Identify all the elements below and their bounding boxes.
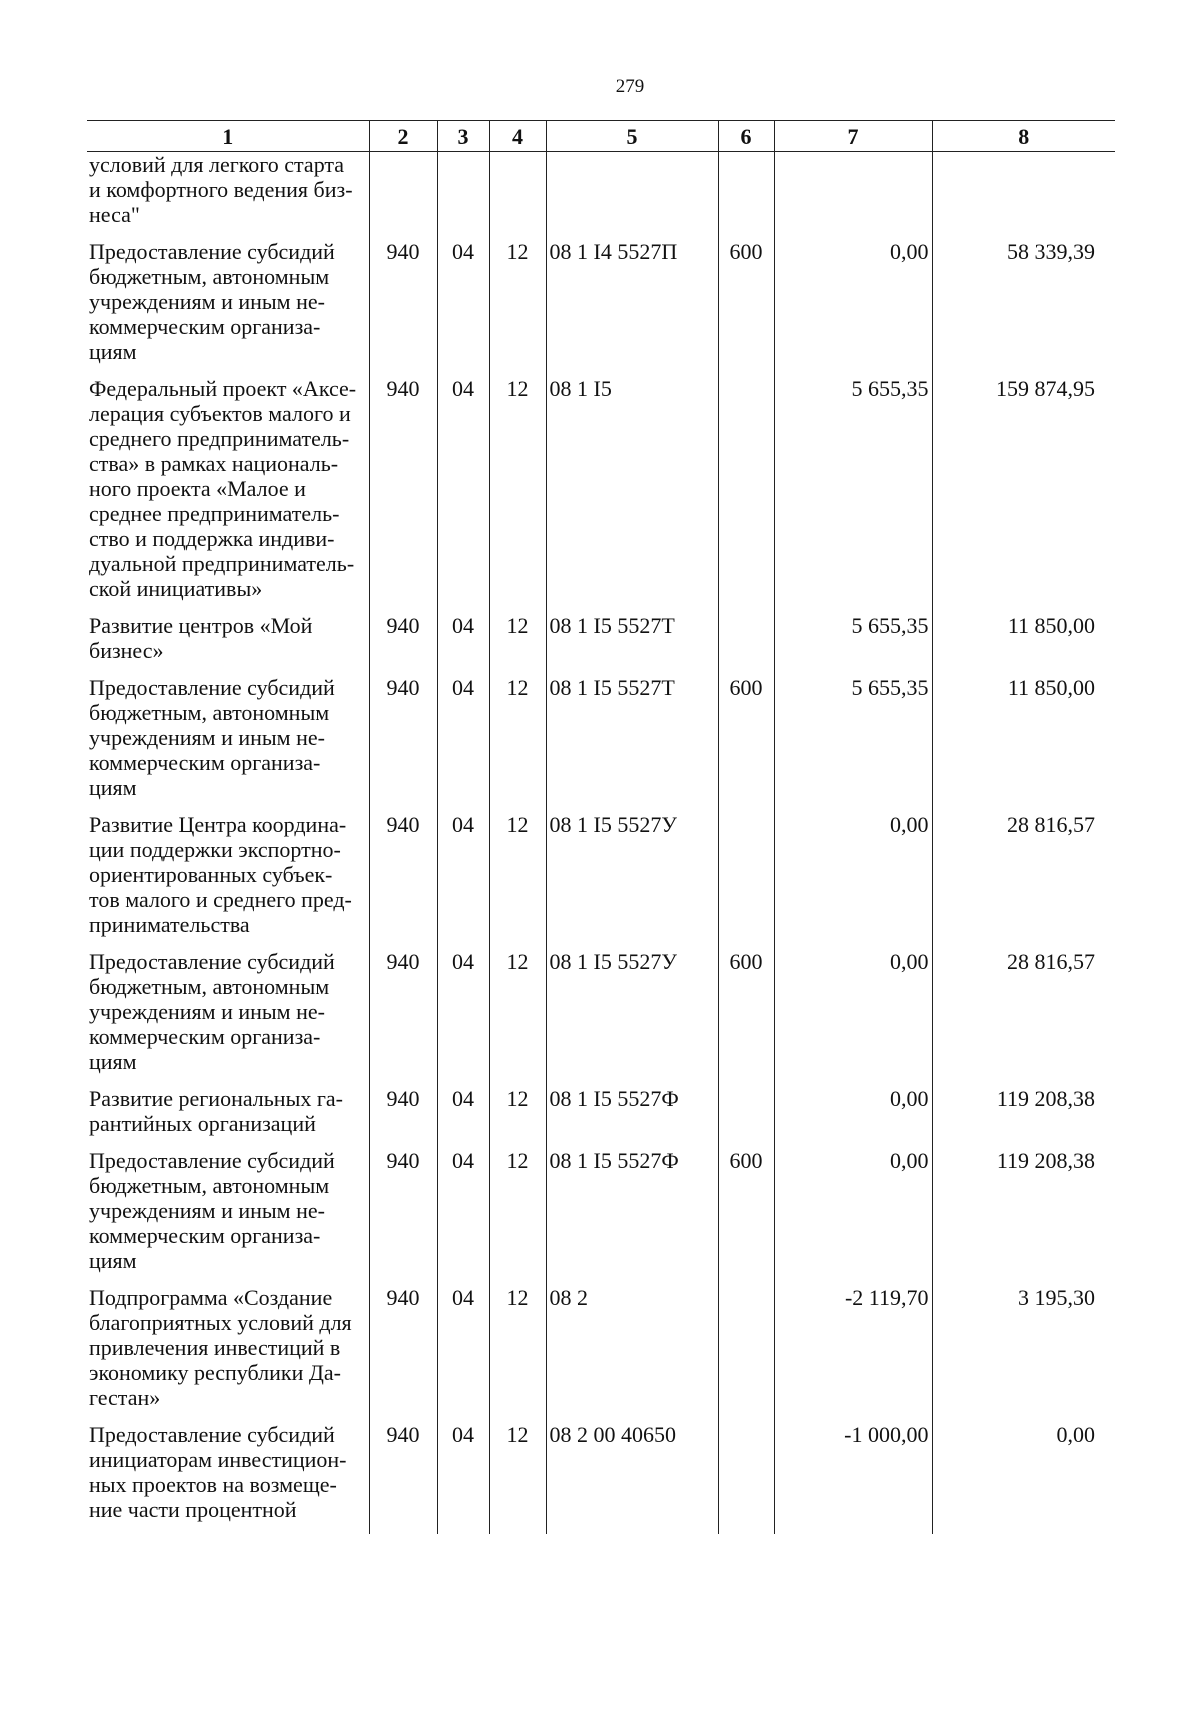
item-name-line: учреждениям и иным не- — [89, 999, 325, 1024]
item-name-line: Предоставление субсидий — [89, 949, 335, 974]
cell-subsection: 12 — [489, 1086, 546, 1148]
cell-grbs: 940 — [369, 613, 437, 675]
cell-expense-type: 600 — [718, 1148, 774, 1285]
item-name-line: среднего предприниматель- — [89, 426, 350, 451]
item-name-line: Развитие Центра координа- — [89, 812, 347, 837]
item-name-line: учреждениям и иным не- — [89, 1198, 325, 1223]
cell-grbs: 940 — [369, 376, 437, 613]
cell-item-name — [87, 1422, 369, 1534]
item-name-line: бюджетным, автономным — [89, 974, 330, 999]
cell-expense-type — [718, 152, 774, 240]
item-name-line: инициаторам инвестицион- — [89, 1447, 347, 1472]
item-name-line: бюджетным, автономным — [89, 264, 330, 289]
item-name-line: принимательства — [89, 912, 250, 937]
cell-amount-total: 159 874,95 — [932, 376, 1115, 613]
item-name-line: учреждениям и иным не- — [89, 725, 325, 750]
item-name-line: циям — [89, 1049, 137, 1074]
cell-item-name — [87, 613, 369, 675]
cell-grbs: 940 — [369, 675, 437, 812]
cell-section: 04 — [437, 1148, 489, 1285]
cell-amount-change: 5 655,35 — [774, 376, 932, 613]
cell-subsection: 12 — [489, 239, 546, 376]
item-name-line: ориентированных субъек- — [89, 862, 333, 887]
budget-table — [87, 120, 1115, 1534]
column-header-5: 5 — [546, 121, 718, 152]
cell-item-name — [87, 675, 369, 812]
cell-amount-total: 28 816,57 — [932, 949, 1115, 1086]
cell-subsection — [489, 152, 546, 240]
cell-target-article: 08 1 I5 5527У — [546, 949, 718, 1086]
column-header-8: 8 — [932, 121, 1115, 152]
cell-amount-total: 3 195,30 — [932, 1285, 1115, 1422]
column-header-4: 4 — [489, 121, 546, 152]
item-name-line: бюджетным, автономным — [89, 1173, 330, 1198]
cell-amount-total: 119 208,38 — [932, 1086, 1115, 1148]
cell-item-name — [87, 1285, 369, 1422]
cell-grbs: 940 — [369, 812, 437, 949]
cell-expense-type: 600 — [718, 239, 774, 376]
table-row — [87, 376, 1115, 613]
cell-expense-type — [718, 1086, 774, 1148]
page-number: 279 — [615, 76, 645, 97]
table-row — [87, 613, 1115, 675]
cell-target-article: 08 1 I5 5527Ф — [546, 1148, 718, 1285]
cell-item-name — [87, 152, 369, 240]
item-name-line: циям — [89, 775, 137, 800]
item-name-line: лерация субъектов малого и — [89, 401, 351, 426]
cell-subsection: 12 — [489, 675, 546, 812]
item-name-line: Подпрограмма «Создание — [89, 1285, 333, 1310]
cell-target-article: 08 2 — [546, 1285, 718, 1422]
cell-amount-total: 119 208,38 — [932, 1148, 1115, 1285]
cell-subsection: 12 — [489, 613, 546, 675]
item-name-line: Предоставление субсидий — [89, 1148, 335, 1173]
cell-subsection: 12 — [489, 1148, 546, 1285]
table-row — [87, 1285, 1115, 1422]
item-name-line: условий для легкого старта — [89, 152, 345, 177]
cell-amount-total: 0,00 — [932, 1422, 1115, 1534]
table-row — [87, 1086, 1115, 1148]
cell-target-article — [546, 152, 718, 240]
table-header-row — [87, 121, 1115, 152]
item-name-line: ции поддержки экспортно- — [89, 837, 341, 862]
item-name-line: Федеральный проект «Аксе- — [89, 376, 357, 401]
cell-item-name — [87, 1086, 369, 1148]
item-name-line: коммерческим организа- — [89, 750, 321, 775]
cell-amount-total — [932, 152, 1115, 240]
item-name-line: гестан» — [89, 1385, 161, 1410]
item-name-line: Предоставление субсидий — [89, 239, 335, 264]
cell-amount-change: -2 119,70 — [774, 1285, 932, 1422]
cell-amount-total: 28 816,57 — [932, 812, 1115, 949]
cell-grbs: 940 — [369, 1086, 437, 1148]
cell-target-article: 08 1 I4 5527П — [546, 239, 718, 376]
item-name-line: Предоставление субсидий — [89, 675, 335, 700]
cell-section: 04 — [437, 1285, 489, 1422]
cell-section: 04 — [437, 1422, 489, 1534]
cell-section: 04 — [437, 376, 489, 613]
item-name-line: ного проекта «Малое и — [89, 476, 306, 501]
table-row — [87, 949, 1115, 1086]
cell-target-article: 08 1 I5 5527Т — [546, 613, 718, 675]
table-row — [87, 1422, 1115, 1534]
item-name-line: Развитие региональных га- — [89, 1086, 343, 1111]
cell-target-article: 08 1 I5 5527Т — [546, 675, 718, 812]
cell-target-article: 08 1 I5 5527Ф — [546, 1086, 718, 1148]
cell-grbs — [369, 152, 437, 240]
cell-amount-total: 11 850,00 — [932, 613, 1115, 675]
cell-section — [437, 152, 489, 240]
cell-grbs: 940 — [369, 1148, 437, 1285]
cell-amount-change — [774, 152, 932, 240]
cell-amount-change: 0,00 — [774, 812, 932, 949]
item-name-line: неса" — [89, 202, 140, 227]
item-name-line: ных проектов на возмеще- — [89, 1472, 337, 1497]
item-name-line: циям — [89, 1248, 137, 1273]
item-name-line: коммерческим организа- — [89, 1223, 321, 1248]
column-header-6: 6 — [718, 121, 774, 152]
cell-item-name — [87, 812, 369, 949]
table-row — [87, 1148, 1115, 1285]
item-name-line: коммерческим организа- — [89, 1024, 321, 1049]
item-name-line: ства» в рамках националь- — [89, 451, 339, 476]
cell-grbs: 940 — [369, 949, 437, 1086]
item-name-line: Предоставление субсидий — [89, 1422, 335, 1447]
column-header-3: 3 — [437, 121, 489, 152]
cell-amount-change: 0,00 — [774, 949, 932, 1086]
cell-expense-type — [718, 1422, 774, 1534]
table-row — [87, 675, 1115, 812]
cell-subsection: 12 — [489, 1285, 546, 1422]
cell-subsection: 12 — [489, 376, 546, 613]
table-row — [87, 239, 1115, 376]
item-name-line: и комфортного ведения биз- — [89, 177, 353, 202]
cell-section: 04 — [437, 613, 489, 675]
item-name-line: экономику республики Да- — [89, 1360, 341, 1385]
cell-expense-type — [718, 376, 774, 613]
cell-item-name — [87, 376, 369, 613]
cell-expense-type — [718, 613, 774, 675]
cell-amount-change: -1 000,00 — [774, 1422, 932, 1534]
column-header-2: 2 — [369, 121, 437, 152]
cell-grbs: 940 — [369, 1285, 437, 1422]
item-name-line: рантийных организаций — [89, 1111, 316, 1136]
cell-amount-change: 0,00 — [774, 1148, 932, 1285]
item-name-line: бизнес» — [89, 638, 164, 663]
table-body — [87, 152, 1115, 1535]
cell-expense-type: 600 — [718, 675, 774, 812]
cell-amount-change: 5 655,35 — [774, 675, 932, 812]
cell-subsection: 12 — [489, 812, 546, 949]
cell-grbs: 940 — [369, 239, 437, 376]
cell-item-name — [87, 1148, 369, 1285]
item-name-line: бюджетным, автономным — [89, 700, 330, 725]
cell-section: 04 — [437, 675, 489, 812]
item-name-line: привлечения инвестиций в — [89, 1335, 341, 1360]
cell-item-name — [87, 239, 369, 376]
cell-amount-change: 0,00 — [774, 239, 932, 376]
cell-section: 04 — [437, 1086, 489, 1148]
cell-target-article: 08 1 I5 5527У — [546, 812, 718, 949]
item-name-line: циям — [89, 339, 137, 364]
cell-section: 04 — [437, 812, 489, 949]
column-header-7: 7 — [774, 121, 932, 152]
cell-item-name — [87, 949, 369, 1086]
cell-amount-change: 5 655,35 — [774, 613, 932, 675]
column-header-1: 1 — [87, 121, 369, 152]
cell-expense-type — [718, 812, 774, 949]
cell-target-article: 08 2 00 40650 — [546, 1422, 718, 1534]
cell-expense-type — [718, 1285, 774, 1422]
item-name-line: благоприятных условий для — [89, 1310, 352, 1335]
item-name-line: ской инициативы» — [89, 576, 263, 601]
item-name-line: дуальной предприниматель- — [89, 551, 355, 576]
cell-section: 04 — [437, 239, 489, 376]
item-name-line: тов малого и среднего пред- — [89, 887, 352, 912]
item-name-line: ние части процентной — [89, 1497, 297, 1522]
item-name-line: ство и поддержка индиви- — [89, 526, 335, 551]
cell-subsection: 12 — [489, 1422, 546, 1534]
table-row — [87, 152, 1115, 240]
cell-amount-total: 11 850,00 — [932, 675, 1115, 812]
cell-amount-total: 58 339,39 — [932, 239, 1115, 376]
item-name-line: коммерческим организа- — [89, 314, 321, 339]
item-name-line: среднее предприниматель- — [89, 501, 340, 526]
cell-amount-change: 0,00 — [774, 1086, 932, 1148]
cell-section: 04 — [437, 949, 489, 1086]
item-name-line: учреждениям и иным не- — [89, 289, 325, 314]
item-name-line: Развитие центров «Мой — [89, 613, 313, 638]
cell-grbs: 940 — [369, 1422, 437, 1534]
table-row — [87, 812, 1115, 949]
cell-target-article: 08 1 I5 — [546, 376, 718, 613]
cell-expense-type: 600 — [718, 949, 774, 1086]
cell-subsection: 12 — [489, 949, 546, 1086]
